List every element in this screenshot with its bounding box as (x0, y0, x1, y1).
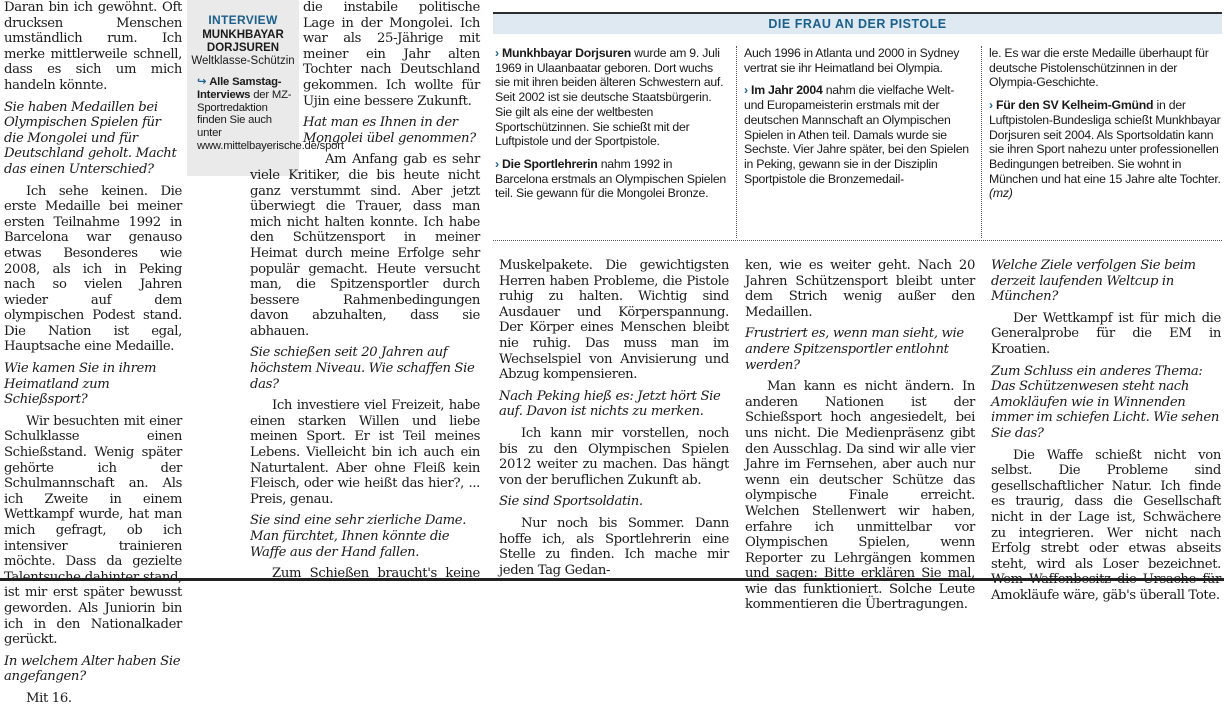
answer-text: Der Wettkampf ist für mich die Generalprobe für die EM in Kroatien. (991, 310, 1221, 357)
answer-text: ken, wie es weiter geht. Nach 20 Jahren Schützensport bleibt unter dem Strich wenig außer den Medaillen. (745, 258, 975, 320)
interviewee-first-name: MUNKHBAYAR (202, 29, 284, 41)
portrait-divider (981, 46, 982, 238)
answer-text: Wir besuchten mit einer Schulklasse einen Schießstand. Wenig später gehörte ich der Schulmannschaft an. Als ich Zweite in einem Wettkampf wurde, hat man mich gefragt, ob ich intensiver trainieren möchte. Dass da gezielte Talentsuche dahinter stand, ist mir erst später bewusst geworden. Als Juniorin bin ich in den Nationalkader gerückt. (4, 413, 182, 648)
answer-text: Zum Schießen braucht's keine (272, 566, 480, 582)
arrow-icon: › (495, 46, 499, 60)
answer-text: Ich sehe keinen. Die erste Medaille bei meiner ersten Teilnahme 1992 in Barcelona war genauso etwas Besonderes wie 2008, als ich in Peking nach so vielen Jahren wieder auf dem olympischen Podest stand. Die Nation ist egal, Hauptsache eine Medaille. (4, 183, 182, 355)
question-text: Frustriert es, wenn man sieht, wie andere Spitzensportler entlohnt werden? (745, 326, 964, 373)
portrait-text: nahm 1992 in Barcelona erstmals an Olympischen Spielen teil. Sie gewann für die Mongolei Bronze. (495, 156, 727, 201)
promo-rest: der MZ-Sportredaktion finden Sie auch unter www.mittelbayerische.de/sport (197, 88, 344, 152)
question-text: Wie kamen Sie in ihrem Heimatland zum Schießsport? (4, 361, 157, 408)
question-text: Sie schießen seit 20 Jahren auf höchstem Niveau. Wie schaffen Sie das? (250, 345, 475, 392)
portrait-signature: (mz) (989, 186, 1013, 201)
answer-text: Muskelpakete. Die gewichtigsten Herren haben Probleme, die Pistole ruhig zu halten. Wichtig sind Ausdauer und Körperspannung. Der Körper eines Menschen bleibt nie ruhig. Das muss man im Wechselspiel von Anvisierung und Abzug kompensieren. (499, 258, 729, 383)
answer-text: Die Waffe schießt nicht von selbst. Die Probleme sind gesellschaftlicher Natur. Ich finde es traurig, dass die Gesellschaft nicht in der Lage ist, Schwächere zu integrieren. Wer nicht nach Erfolg strebt oder etwas abseits steht, wird als Loser bezeichnet. Wem Waffenbesitz die Ursache für Amokläufe wäre, gäb's überall Tote. (991, 447, 1221, 603)
portrait-lead: Munkhbayar Dorjsuren (502, 46, 631, 60)
answer-text: Ich investiere viel Freizeit, habe einen starken Willen und liebe meinen Sport. Er ist Teil meines Lebens. Vielleicht bin ich auch ein Naturtalent. Aber ohne Fleiß kein Fleisch, oder wie heißt das hier?, ... Preis, genau. (250, 398, 480, 507)
page-bottom-rule (0, 578, 1224, 581)
portrait-divider (736, 46, 737, 238)
question-text: Zum Schluss ein anderes Thema: Das Schützenwesen steht nach Amokläufen wie in Winnenden immer im schiefen Licht. Wie sehen Sie das? (991, 363, 1220, 441)
question-text: Sie haben Medaillen bei Olympischen Spielen für die Mongolei und für Deutschland geholt. Macht das einen Unterschied? (4, 99, 177, 177)
arrow-icon: › (744, 83, 748, 98)
portrait-box (493, 12, 1222, 242)
portrait-column-1 (495, 46, 727, 209)
interviewee-role: Weltklasse-Schützin (191, 55, 295, 67)
question-text: Welche Ziele verfolgen Sie beim derzeit laufenden Weltcup in München? (991, 258, 1196, 305)
portrait-lead: Für den SV Kelheim-Gmünd (996, 98, 1154, 113)
arrow-icon: ↪ (197, 76, 207, 88)
answer-text: Daran bin ich gewöhnt. Oft drucksen Menschen umständlich rum. Ich merke mittlerweile schnell, dass es sich um mich handeln könnte. (4, 0, 182, 93)
arrow-icon: › (495, 156, 499, 171)
answer-text: Ich kann mir vorstellen, noch bis zu den Olympischen Spielen 2012 weiter zu machen. Das hängt von der beruflichen Zukunft ab. (499, 425, 729, 488)
answer-text: die instabile politische Lage in der Mongolei. Ich war als 25-Jährige mit meiner ein Jahr alten Tochter nach Deutschland gekommen. Ich wollte für Ujin eine bessere Zukunft. (303, 0, 480, 109)
question-text: Hat man es Ihnen in der Mongolei übel genommen? (303, 115, 476, 146)
portrait-lead: Die Sportlehrerin (502, 156, 598, 171)
portrait-title: DIE FRAU AN DER PISTOLE (493, 12, 1222, 34)
portrait-text: Auch 1996 in Atlanta und 2000 in Sydney vertrat sie ihr Heimatland bei Olympia. (744, 46, 960, 75)
question-text: Nach Peking hieß es: Jetzt hört Sie auf. Davon ist nichts zu merken. (499, 388, 721, 420)
interview-column-1 (4, 0, 182, 707)
portrait-text: in der Luftpistolen-Bundesliga schießt Munkhbayar Dorjsuren seit 2004. Als Sportsoldatin kann sie ihren Sport nahezu unter professionellen Bedingungen betreiben. Sie wohnt in München und hat eine 15 Jahre alte Tochter. (989, 98, 1221, 186)
question-text: Sie sind Sportsoldatin. (499, 494, 643, 510)
question-text: Sie sind eine sehr zierliche Dame. Man fürchtet, Ihnen könnte die Waffe aus der Hand fallen. (250, 513, 467, 560)
portrait-column-2 (744, 46, 976, 194)
answer-text: Mit 16. (26, 690, 72, 706)
interview-column-5 (991, 258, 1221, 603)
interview-column-4 (745, 258, 975, 613)
portrait-text: wurde am 9. Juli 1969 in Ulaanbaatar geboren. Dort wuchs sie mit ihren beiden älteren Schwestern auf. Seit 2002 ist sie deutsche Staatsbürgerin. Sie gilt als eine der weltbesten Sportschützinnen. Sie schießt mit der Luftpistole und der Sportpistole. (495, 46, 724, 149)
interview-column-2 (250, 0, 480, 582)
answer-text: Am Anfang gab es sehr viele Kritiker, die bis heute nicht ganz verstummt sind. Aber jetzt überwiegt die Trauer, dass man mich nicht halten konnte. Ich habe den Schützensport in meiner Heimat durch meine Erfolge sehr populär gemacht. Heute versucht man, die Spitzensportler durch bessere Rahmenbedingungen davon abzuhalten, dass sie abhauen. (250, 152, 480, 339)
portrait-text: le. Es war die erste Medaille überhaupt für deutsche Pistolenschützinnen in der Olympia-Geschichte. (989, 46, 1209, 90)
answer-text: Man kann es nicht ändern. In anderen Nationen ist der Schießsport hoch angesiedelt, bei uns nicht. Die Medienpräsenz gibt den Ausschlag. Da sind wir alle vier Jahre im Fernsehen, aber auch nur wenn ein deutscher Schütze das olympische Finale erreicht. Welchen Stellenwert wir haben, erfahre ich unmittelbar vor Olympischen Spielen, wenn Reporter zu Lehrgängen kommen und sagen: Bitte erklären Sie mal, wie das funktioniert. Solche Leute kommentieren die Übertragungen. (745, 379, 975, 613)
portrait-bottom-divider (493, 240, 1222, 241)
promo-bold: Alle Samstag-Interviews (197, 76, 282, 101)
portrait-column-3 (989, 46, 1221, 209)
portrait-lead: Im Jahr 2004 (751, 83, 823, 98)
portrait-text: nahm die vielfache Welt- und Europameisterin erstmals mit der deutschen Mannschaft an Olympischen Spielen in Athen teil. Damals wurde sie Sechste. Vier Jahre später, bei den Spielen in Peking, gewann sie in der Disziplin Sportpistole die Bronzemedail- (744, 83, 969, 186)
interview-column-3 (499, 258, 729, 578)
arrow-icon: › (989, 98, 993, 113)
answer-text: Nur noch bis Sommer. Dann hoffe ich, als Sportlehrerin eine Stelle zu finden. Ich mache mir jeden Tag Gedan- (499, 515, 729, 578)
interview-kicker: INTERVIEW (208, 13, 278, 27)
interviewee-last-name: DORJSUREN (206, 42, 280, 54)
question-text: In welchem Alter haben Sie angefangen? (4, 653, 181, 685)
